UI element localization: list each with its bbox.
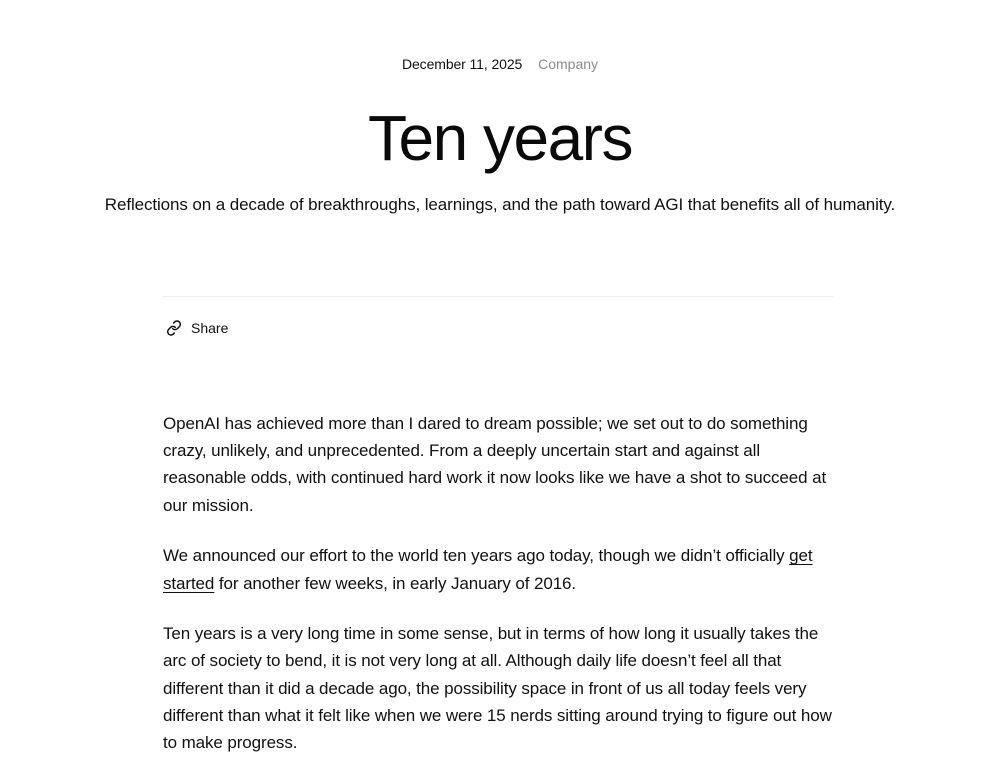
link-icon xyxy=(165,319,183,337)
divider xyxy=(163,296,833,297)
category-link[interactable]: Company xyxy=(538,56,599,72)
paragraph-text: for another few weeks, in early January of 2016. xyxy=(214,573,577,593)
article-meta xyxy=(0,55,1000,73)
page-title: Ten years xyxy=(368,102,632,174)
paragraph-text: We announced our effort to the world ten years ago today, though we didn’t officially xyxy=(163,546,790,566)
get-started-link[interactable]: get started xyxy=(163,546,813,593)
share-button[interactable] xyxy=(165,316,228,340)
page-subtitle: Reflections on a decade of breakthroughs, learnings, and the path toward AGI that benefits all of humanity. xyxy=(104,195,896,214)
paragraph: OpenAI has achieved more than I dared to dream possible; we set out to do something crazy, unlikely, and unprecedented. From a deeply uncertain start and against all reasonable odds, with continued hard work it now looks like we have a shot to succeed at our mission. xyxy=(163,414,827,515)
paragraph xyxy=(163,542,835,596)
share-label: Share xyxy=(191,320,229,336)
paragraph: Ten years is a very long time in some sense, but in terms of how long it usually takes the arc of society to bend, it is not very long at all. Although daily life doesn’t feel all that different than it did a decade ago, the possibility space in front of us all today feels very different than what it felt like when we were 15 nerds sitting around trying to figure out how to make progress. xyxy=(163,624,832,753)
publish-date: December 11, 2025 xyxy=(401,56,523,72)
article-body xyxy=(163,410,835,780)
